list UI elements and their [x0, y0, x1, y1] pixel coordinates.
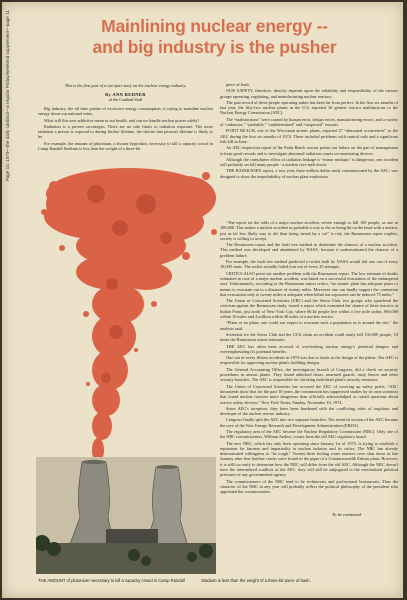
article-column-2-top	[220, 82, 398, 180]
continued-note: To be continued	[332, 512, 362, 517]
paragraph: The new NRC, which has only been operating since January 1st of 1975, is trying to establish a reputation for fairness and impartiality to nuclear industry and its critics. The NRC has already demonstrated willingness to “be tough.” Twenty-three boiling water reactors were shut down in late January after fine hairline cracks were found in the pipes of a Commonwealth Edison plant. However, it is still too early to determine how the NRC will differ from the old AEC. Although the NRC doesn't have the internalized conflicts of the AEC, they will still be subjugated to the externalized political pressures of any governmental agency.	[220, 440, 398, 478]
paragraph: Radiation is a proven carcinogen. There are no safe limits to radiation exposure. The more radiation a person is exposed to during his/her lifetime, the shorter that person's lifetime is likely to be.	[38, 123, 213, 140]
paragraph: Congress finally split the AEC into two separate branches. The research section of the AEC became the core of the New Energy Research and Development Administration (ERDA).	[220, 417, 398, 428]
caption-right: Stadium is less than the weight of a three-bit piece of bash.	[201, 578, 311, 583]
paragraph: The regulatory arm of the AEC became the Nuclear Regulatory Commission (NRC). Only one of the NRC commissioners, William Anders, comes from the old AEC regulatory board.	[220, 428, 398, 440]
paragraph: Scientists for the Sierra Club and the UCS claim an accident could easily kill 130,000 people, 10 times the Rasmussen report estimates.	[220, 331, 398, 343]
paragraph: “The report set the odds of a major nuclear accident, severe enough to kill 100 people, as one in 100,000. This makes a nuclear accident as probable a way to die as being hit on the head with a meteor, just as far less likely way to die than being struck by a car” is risk, the Rasmussen report implies, society is willing to accept.	[220, 220, 398, 241]
intro-note: This is the first part of a two-part story on the nuclear energy industry.	[64, 83, 187, 88]
page-folio: Page 10, 1979—the daily cardinal—a regular Friday/weekend supplement—page 11	[5, 10, 10, 182]
paragraph: The Rasmussen report and the fault tree method to determine the chances of a nuclear accident. This method was developed and abandoned by NASA, because it underestimated the chances of a problem failure.	[220, 242, 398, 258]
photo-caption	[38, 578, 398, 583]
paragraph: “Plans or no plans, one could not expect to evacuate such a population as is around the site,” the analysis said.	[220, 320, 398, 331]
paragraph: Although the cumulative effect of radiation leakage is “minor mishaps” is dangerous, one accident will probably set kill many people - a nuclear core melt down.	[220, 156, 398, 168]
paragraph: For example, the fault tree method predicted a rocket built by NASA would fail one out of every 10,000 starts. The rocket actually failed four out of every 25 attempts.	[220, 259, 398, 270]
byline	[38, 92, 213, 102]
cooling-towers-photo	[36, 457, 216, 574]
paragraph: The Union of Concerned Scientists has accused the AEC of covering up safety perils. “AEC documents show that for the past 10 years, the commission has suppressed studies by its own scientists that found nuclear reactors more dangerous than officially acknowledged or raised questions about reactor safety devices,” New York Times, Sunday, November 10, 1974.	[220, 383, 398, 405]
paragraph: The Union of Concerned Scientists (UBC) and the Sierra Club, two groups who spearhead the criticism against the Rasmussen study, issued a report which examined the chance of three reactors at Indian Point, just north of New York City, where 66.4k people live within a five mile radius, 866,000 within 10 miles and 4 million within 40 miles of a nuclear reactor.	[220, 298, 398, 320]
paragraph: The commissioners of the NRC tend to be technocrats and professional bureaucrats. Thus the character of the NRC in any year will probably reflect the political philosophy of the president who appointed the commissioners.	[220, 478, 398, 495]
paragraph: The General Accounting Office, the investigatory branch of Congress, did a check on security procedures in atomic plants. They found unlocked doors, unarmed guards, rusty fences and other security breaches. The AEC is responsible for checking individual plant's security measures.	[220, 366, 398, 383]
author-name: By ANN REDNER	[105, 92, 146, 97]
paragraph: What will this new addictive mean to our health, and can we handle nuclear power safely?	[44, 117, 200, 123]
paragraph: Since AEC's inception, they have been burdened with the conflicting roles of regulator and developer of the nuclear reactor industry.	[220, 405, 398, 417]
paragraph: THE RASMUSSEN report, a two year, three million dollar study commissioned by the AEC, was designed to show the improbability of nuclear plant explosions.	[220, 168, 398, 179]
paragraph: CRITICS ALSO point out another problem with the Rasmussen report. The low estimate of deaths estimated in case of a major nuclear accident, was based on a successful evacuation of the endangered area. Unfortunately, according to the Rasmussen report critics, “no atomic plant has adequate plans or means to evacuate out to a distance of twenty miles. Moreover one can hardly support the contention that evacuation only to twenty miles is adequate when lethal ion exposures can be induced 75 miles.”	[220, 270, 398, 297]
paragraph: piece of bash.	[226, 82, 250, 87]
paragraph: The past record of these people operating nukes has been far from perfect. In the first six months of last year, the fifty-two nuclear plants in the U.S. reported 36 generic reactor malfunctions to the Nuclear Energy Commission (AEC).	[220, 99, 398, 116]
paragraph: The “malfunctions” were caused by human error, design errors, manufacturing errors, and a variety of “unknown,” “probable,” “undetermined” and “suspected” reasons.	[220, 116, 398, 128]
article-column-1	[38, 106, 213, 152]
paragraph: One out of every fifteen accidents in 1974 was due to faults in the design of the plants. The AEC is responsible for approving nuclear plant's building designs.	[220, 355, 398, 366]
paragraph: POINT BEACH, one of the Wisconsin atomic plants, reported 27 “abnormal occurrences” to the AEC during the first six months of 1974. These included problems with control rods and a significant fish kill in June.	[220, 128, 398, 144]
headline	[32, 16, 397, 58]
newspaper-page	[2, 2, 403, 598]
paragraph: OUR SAFETY, therefore, directly depends upon the reliability and responsibility of the various groups operating, regulating, and manufacturing nuclear reactors.	[220, 88, 398, 99]
paragraph: THE AEC has often been accused of overlooking nuclear energy's potential dangers and overemphasizing it's potential benefits.	[220, 343, 398, 354]
headline-line-1: Mainlining nuclear energy --	[101, 16, 328, 36]
article-column-2-bottom	[220, 220, 398, 496]
caption-left: THE AMOUNT of plutonium necessary to kill a capacity crowd in Camp Randall	[38, 578, 185, 583]
headline-line-2: and big industry is the pusher	[92, 37, 337, 57]
paragraph: An AEC inspection report of the Point Beach reactor points out failure on the part of management to keep good records and to investigate abnormal radiation counts on monitoring devices.	[220, 145, 398, 156]
paragraph: For example, the amount of plutonium, a fission byproduct, necessary to kill a capacity crowd in Camp Randall Stadium is less than the weight of a three-bit	[38, 140, 213, 152]
author-org: of the Cardinal Staff	[108, 97, 143, 102]
paragraph: Big industry, the all time pusher of excessive energy consumption, is trying to mainline nuclear energy down our national veins.	[38, 106, 213, 117]
